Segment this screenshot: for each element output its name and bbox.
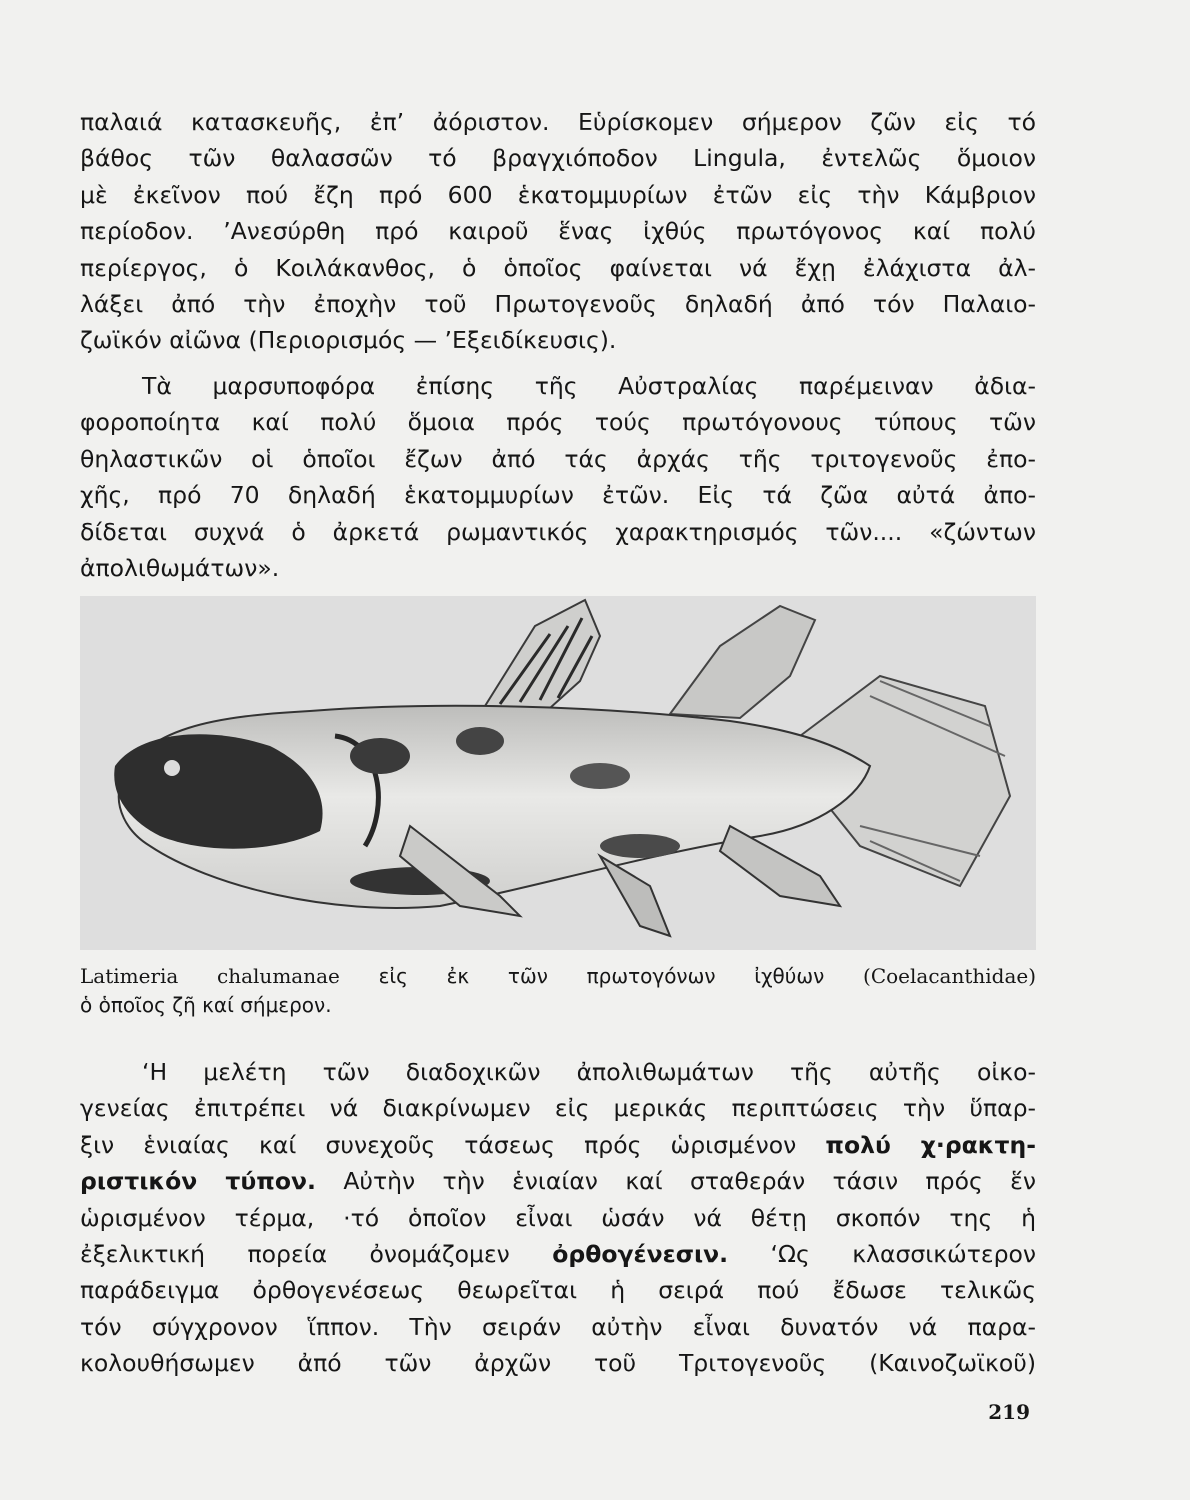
text-line: περίοδον. ’Ανεσύρθη πρό καιροῦ ἕνας ἰχθύς πρωτόγονος καί πολύ (80, 217, 1036, 246)
text-line: ‘Η μελέτη τῶν διαδοχικῶν ἀπολιθωμάτων τῆς αὐτῆς οἰκο- (142, 1058, 1036, 1086)
figure-caption (80, 962, 1036, 1020)
text-line: γενείας ἐπιτρέπει νά διακρίνωμεν εἰς μερικάς περιπτώσεις τὴν ὕπαρ- (80, 1094, 1036, 1123)
caption-line-2: ὁ ὁποῖος ζῆ καί σήμερον. (80, 993, 332, 1017)
bold-term: πολύ χ·ρακτη- (825, 1130, 1036, 1159)
text-line: δίδεται συχνά ὁ ἀρκετά ρωμαντικός χαρακτηρισμός τῶν.... «ζώντων (80, 517, 1036, 546)
text-line: περίεργος, ὁ Κοιλάκανθος, ὁ ὁποῖος φαίνεται νά ἔχῃ ἐλάχιστα ἀλ- (80, 253, 1036, 282)
text-line: παλαιά κατασκευῆς, ἐπ’ ἀόριστον. Εὑρίσκομεν σήμερον ζῶν εἰς τό (80, 108, 1036, 136)
fish-eye (164, 760, 180, 776)
fish-illustration (80, 596, 1036, 950)
caption-species: Latimeria chalumanae (80, 964, 340, 988)
text-run: Αὐτὴν τὴν ἑνιαίαν καί σταθεράν τάσιν πρός ἕν (343, 1167, 1036, 1196)
caption-text: εἰς ἐκ τῶν πρωτογόνων ἰχθύων (378, 964, 825, 988)
text-line (80, 1236, 1036, 1272)
paragraph-2 (80, 368, 1036, 586)
text-line (80, 1127, 1036, 1163)
text-line: φοροποίητα καί πολύ ὅμοια πρός τούς πρωτόγονους τύπους τῶν (80, 408, 1036, 437)
text-line: παράδειγμα ὀρθογενέσεως θεωρεῖται ἡ σειρά πού ἔδωσε τελικῶς (80, 1276, 1036, 1305)
paragraph-3 (80, 1054, 1036, 1382)
text-line (80, 1163, 1036, 1199)
text-line: Τὰ μαρσυποφόρα ἐπίσης τῆς Αὐστραλίας παρέμειναν ἀδια- (142, 372, 1036, 400)
text-line: μὲ ἐκεῖνον πού ἔζη πρό 600 ἑκατομμυρίων ἐτῶν εἰς τὴν Κάμβριον (80, 180, 1036, 209)
text-line: θηλαστικῶν οἱ ὁποῖοι ἔζων ἀπό τάς ἀρχάς τῆς τριτογενοῦς ἐπο- (80, 444, 1036, 473)
text-line: τόν σύγχρονον ἵππον. Τὴν σειράν αὐτὴν εἶναι δυνατόν νά παρα- (80, 1312, 1036, 1341)
bold-term-orthogenesis: ὀρθογένεσιν. (552, 1239, 729, 1268)
text-line: χῆς, πρό 70 δηλαδή ἑκατομμυρίων ἐτῶν. Εἰς τά ζῶα αὐτά ἀπο- (80, 481, 1036, 510)
paragraph-1 (80, 104, 1036, 359)
text-line: λάξει ἀπό τὴν ἐποχὴν τοῦ Πρωτογενοῦς δηλαδή ἀπό τόν Παλαιο- (80, 289, 1036, 318)
text-line: βάθος τῶν θαλασσῶν τό βραγχιόποδον Lingula, ἐντελῶς ὅμοιον (80, 144, 1036, 173)
text-run: ἐξελικτική πορεία ὀνομάζομεν (80, 1239, 510, 1268)
bold-term: ριστικόν τύπον. (80, 1167, 316, 1196)
text-run: ‘Ως κλασσικώτερον (770, 1239, 1036, 1268)
text-run: ξιν ἑνιαίας καί συνεχοῦς τάσεως πρός ὡρισμένον (80, 1130, 797, 1159)
text-line: ἀπολιθωμάτων». (80, 553, 280, 582)
caption-line-1 (80, 962, 1036, 991)
text-line: ὡρισμένον τέρμα, ·τό ὁποῖον εἶναι ὡσάν νά θέτῃ σκοπόν της ἡ (80, 1203, 1036, 1232)
text-line: κολουθήσωμεν ἀπό τῶν ἀρχῶν τοῦ Τριτογενοῦς (Καινοζωϊκοῦ) (80, 1349, 1036, 1378)
caption-family: (Coelacanthidae) (863, 964, 1036, 988)
page-number: 219 (988, 1400, 1030, 1424)
text-line: ζωϊκόν αἰῶνα (Περιορισμός — ’Εξειδίκευσις). (80, 326, 617, 355)
coelacanth-photo (80, 596, 1036, 950)
